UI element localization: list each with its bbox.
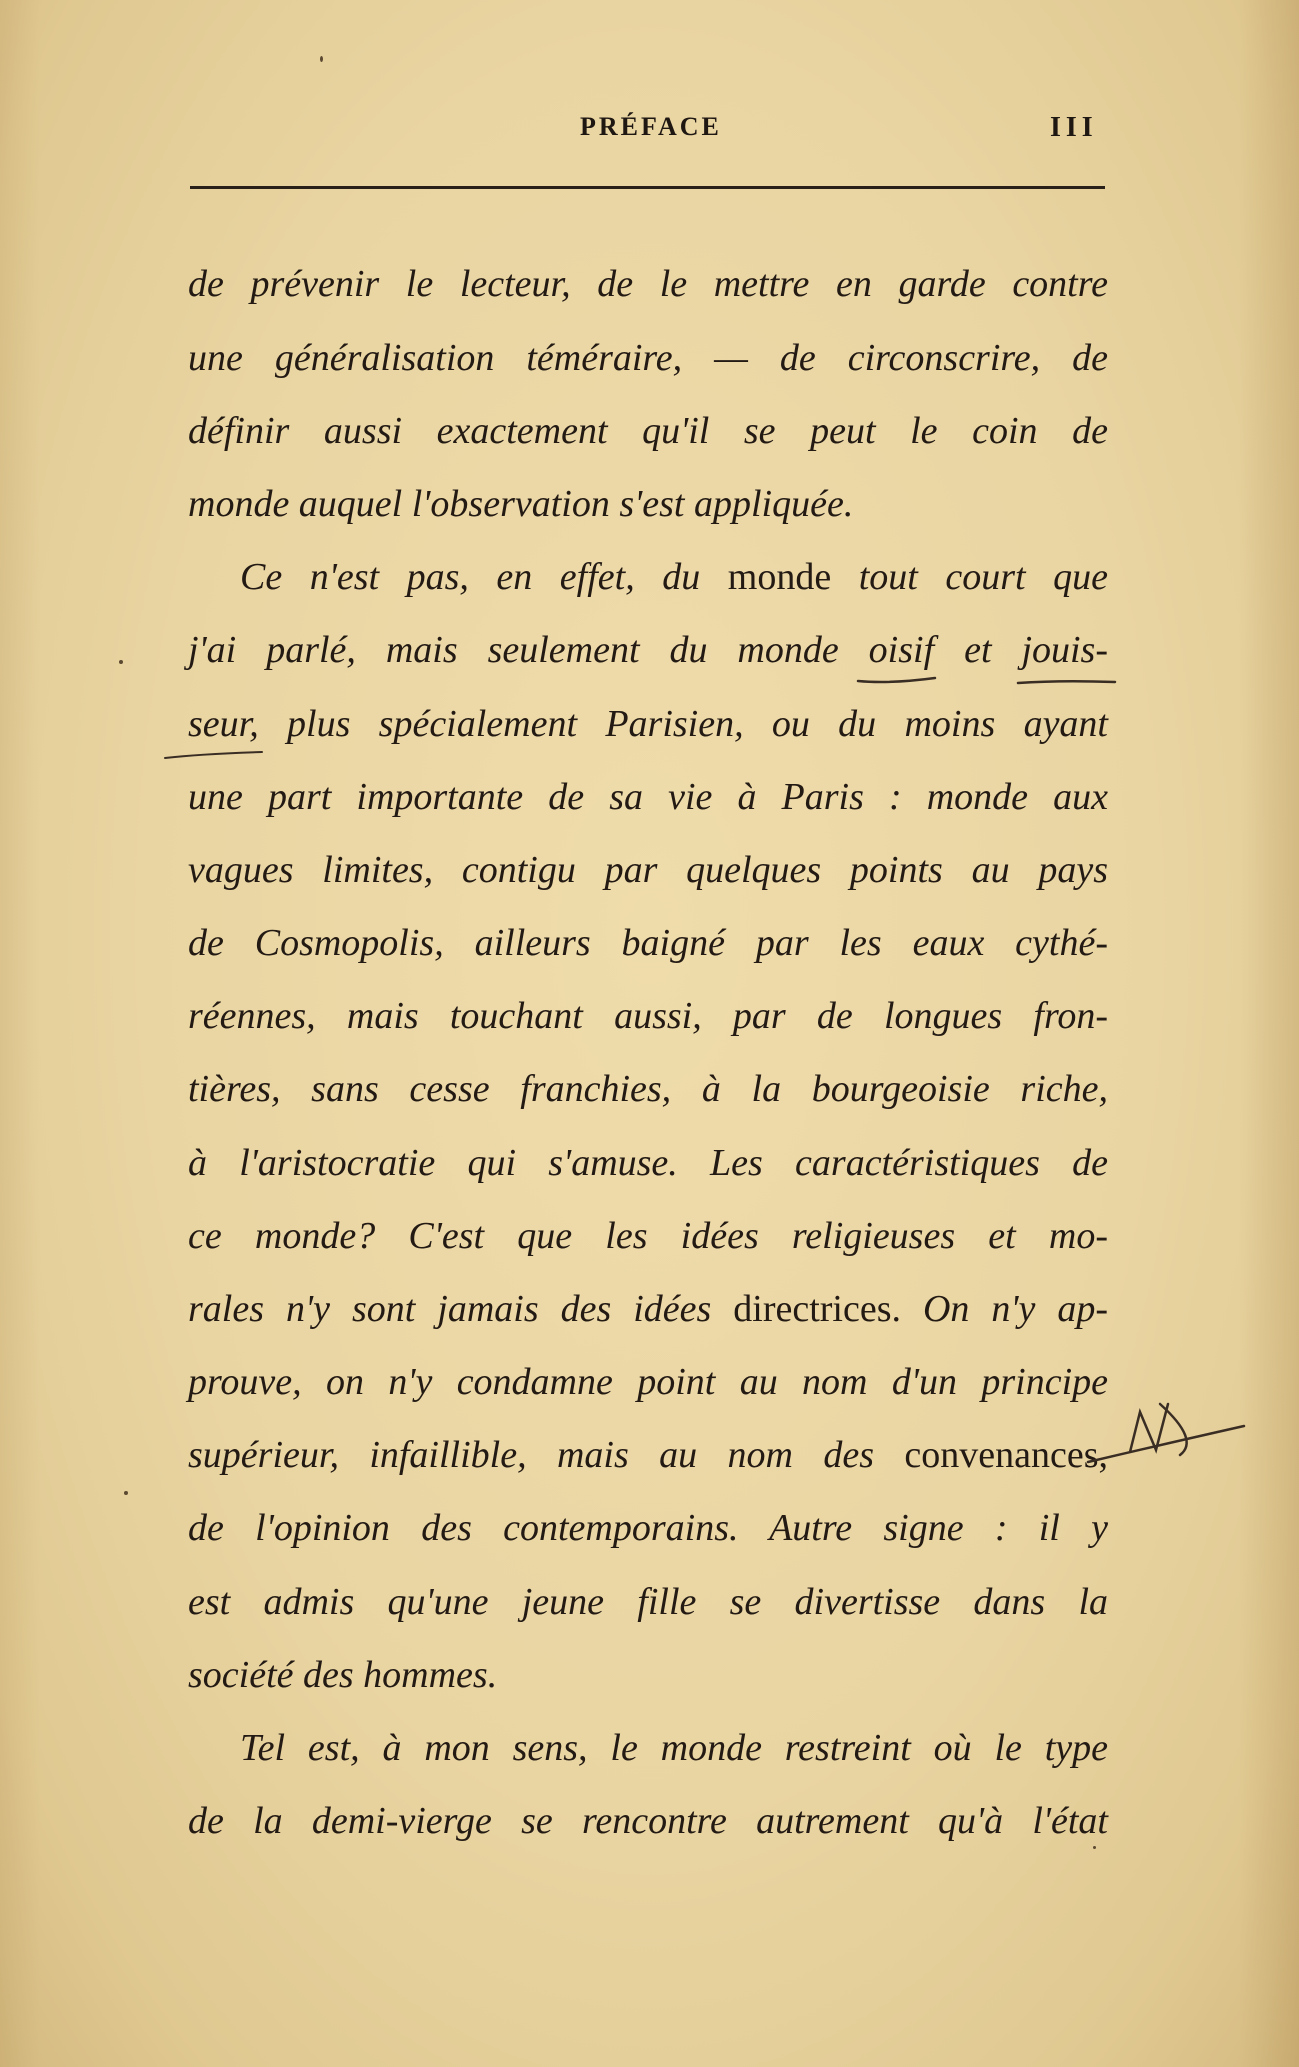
text-fragment: supérieur, infaillible, mais au nom des [188,1434,874,1476]
page-edge-shadow-left [0,0,40,2067]
text-line: à l'aristocratie qui s'amuse. Les caractéristiques de [188,1142,1108,1184]
underline-jouisseur [1018,681,1115,683]
text-line: seur, plus spécialement Parisien, ou du moins ayant [188,703,1108,745]
text-line: de Cosmopolis, ailleurs baigné par les eaux cythé- [188,922,1108,964]
text-line: est admis qu'une jeune fille se divertisse dans la [188,1581,1108,1623]
text-line: prouve, on n'y condamne point au nom d'un principe [188,1361,1108,1403]
text-fragment-roman: convenances, [904,1434,1109,1476]
text-line: j'ai parlé, mais seulement du monde oisif et jouis- [188,629,1108,671]
running-title: PRÉFACE [580,112,722,141]
header-rule [190,186,1105,189]
text-line: réennes, mais touchant aussi, par de longues fron- [188,995,1108,1037]
page-edge-shadow-right [1239,0,1299,2067]
text-line: monde auquel l'observation s'est appliquée. [188,483,854,525]
text-line: une généralisation téméraire, — de circonscrire, de [188,337,1108,379]
text-line: société des hommes. [188,1654,498,1696]
text-line: Tel est, à mon sens, le monde restreint où le type [240,1727,1108,1769]
text-line: tières, sans cesse franchies, à la bourgeoisie riche, [188,1068,1108,1110]
text-line: une part importante de sa vie à Paris : monde aux [188,776,1108,818]
text-fragment-roman: monde [727,556,832,598]
text-line [188,1287,1108,1331]
text-fragment: On n'y ap- [922,1288,1109,1330]
paper-speck [320,56,323,62]
paper-speck [119,660,123,664]
text-fragment-roman: directrices. [733,1288,901,1330]
underline-seur [165,752,262,758]
text-line: définir aussi exactement qu'il se peut le coin de [188,410,1108,452]
paper-speck [124,1491,128,1495]
text-line: de prévenir le lecteur, de le mettre en garde contre [188,263,1108,305]
page-number: III [1050,112,1098,143]
text-fragment: tout court que [858,556,1108,598]
text-fragment: Ce n'est pas, en effet, du [240,556,701,598]
text-line: ce monde? C'est que les idées religieuses et mo- [188,1215,1108,1257]
text-line: de l'opinion des contemporains. Autre signe : il y [188,1507,1108,1549]
text-line: vagues limites, contigu par quelques points au pays [188,849,1108,891]
text-line [188,1433,1108,1477]
paper-speck [1093,1846,1096,1849]
margin-initials-mark [1088,1404,1244,1462]
text-fragment: rales n'y sont jamais des idées [188,1288,712,1330]
underline-oisif [858,678,935,682]
text-line [240,555,1108,599]
text-line: de la demi-vierge se rencontre autrement qu'à l'état [188,1800,1108,1842]
